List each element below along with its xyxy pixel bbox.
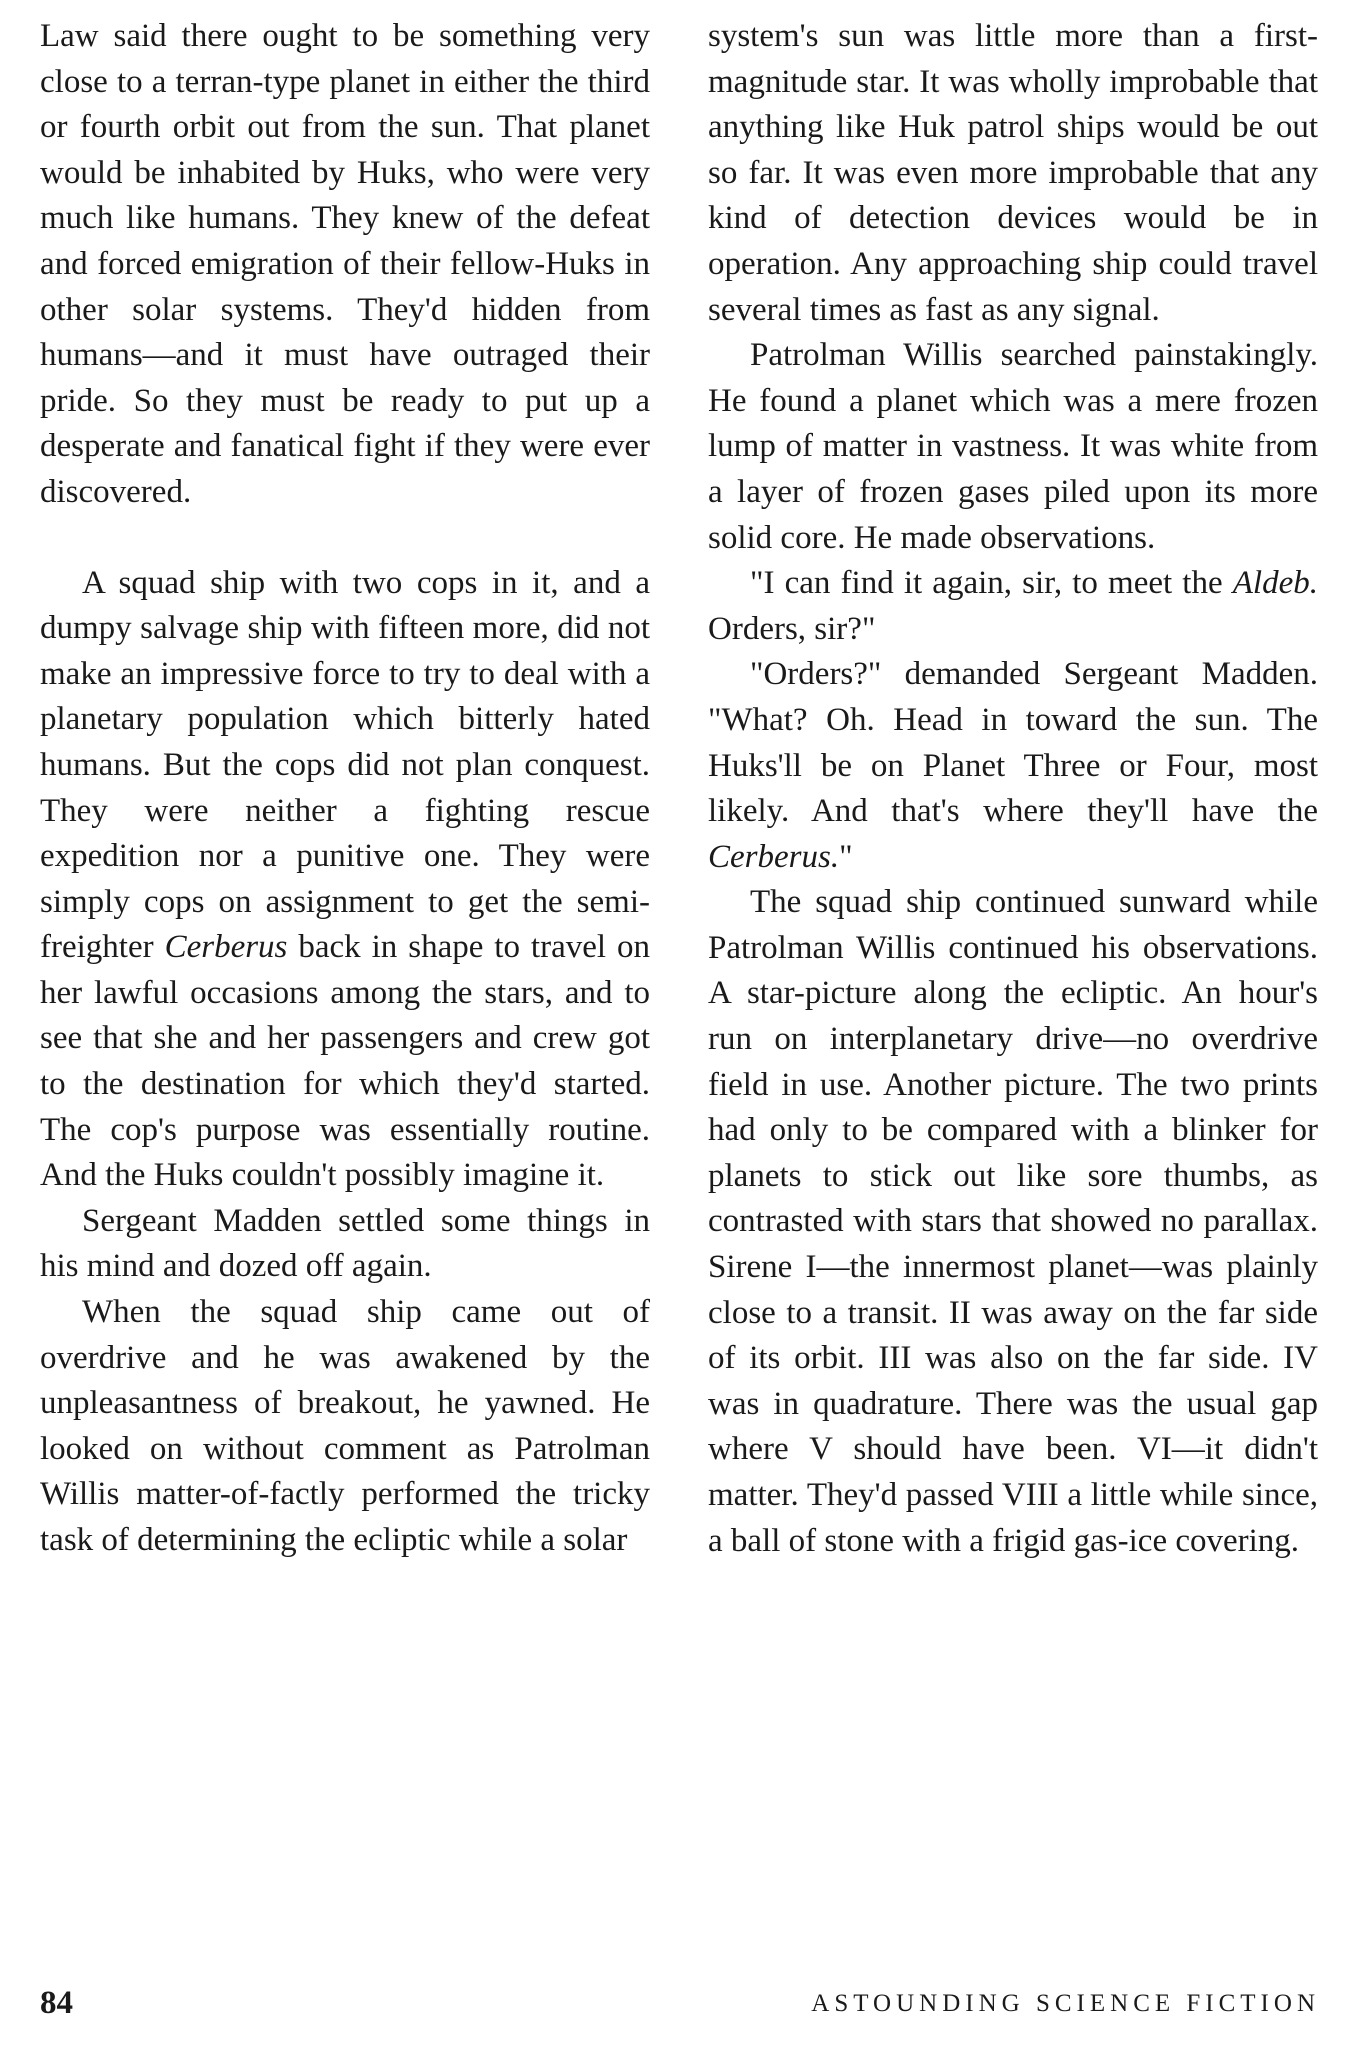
ship-name: Aldeb.	[1232, 565, 1318, 602]
paragraph-text: "I can find it again, sir, to meet the	[750, 565, 1233, 602]
paragraph-text: A squad ship with two cops in it, and a dumpy salvage ship with fifteen more, did not make an impressive force to try to deal with a planetary population which bitterly hated humans. But the cops did not plan conquest. They were neither a fighting rescue expedition nor a punitive one. They were simply cops on assignment to get the semi-freighter	[40, 564, 650, 966]
paragraph-text: back in shape to travel on her lawful occasions among the stars, and to see that she and her passengers and crew got to the destination for which they'd started. The cop's purpose was essentially routine. And the Huks couldn't possibly imagine it.	[40, 929, 650, 1194]
paragraph: Law said there ought to be something very close to a terran-type planet in either the third or fourth orbit out from the sun. That planet would be inhabited by Huks, who were very much like humans. They knew of the defeat and forced emigration of their fellow-Huks in other solar systems. They'd hidden from humans—and it must have outraged their pride. So they must be ready to put up a desperate and fanatical fight if they were ever discovered.	[40, 18, 650, 510]
paragraph: system's sun was little more than a first-magnitude star. It was wholly improbable that anything like Huk patrol ships would be out so far. It was even more improbable that any kind of detection devices would be in operation. Any approaching ship could travel several times as fast as any signal.	[708, 18, 1318, 328]
page-number: 84	[40, 1985, 73, 2021]
paragraph: Sergeant Madden settled some things in his mind and dozed off again.	[40, 1202, 650, 1285]
dialogue-paragraph	[708, 561, 1318, 652]
paragraph-text: "	[839, 838, 853, 875]
paragraph	[40, 561, 650, 1199]
dialogue-paragraph	[708, 652, 1318, 880]
paragraph: The squad ship continued sunward while Patrolman Willis continued his observations. A star-picture along the ecliptic. An hour's run on interplanetary drive—no overdrive field in use. Another picture. The two prints had only to be compared with a blinker for planets to stick out like sore thumbs, as contrasted with stars that showed no parallax. Sirene I—the innermost planet—was plainly close to a transit. II was away on the far side of its orbit. III was also on the far side. IV was in quadrature. There was the usual gap where V should have been. VI—it didn't matter. They'd passed VIII a little while since, a ball of stone with a frigid gas-ice covering.	[708, 884, 1318, 1559]
right-text-column	[708, 14, 1318, 1564]
magazine-title: ASTOUNDING SCIENCE FICTION	[811, 1990, 1320, 2017]
ship-name: Cerberus.	[708, 838, 840, 875]
paragraph: When the squad ship came out of overdrive and he was awakened by the unpleasantness of breakout, he yawned. He looked on without comment as Patrolman Willis matter-of-factly performed the tricky task of determining the ecliptic while a solar	[40, 1294, 650, 1558]
paragraph-text: Orders, sir?"	[708, 610, 876, 647]
paragraph: Patrolman Willis searched painstakingly. He found a planet which was a mere frozen lump of matter in vastness. It was white from a layer of frozen gases piled upon its more solid core. He made observations.	[708, 337, 1318, 556]
ship-name: Cerberus	[164, 929, 288, 966]
left-text-column	[40, 14, 650, 1564]
paragraph-text: "Orders?" demanded Sergeant Madden. "What? Oh. Head in toward the sun. The Huks'll be on Planet Three or Four, most likely. And that's where they'll have the	[708, 656, 1318, 830]
